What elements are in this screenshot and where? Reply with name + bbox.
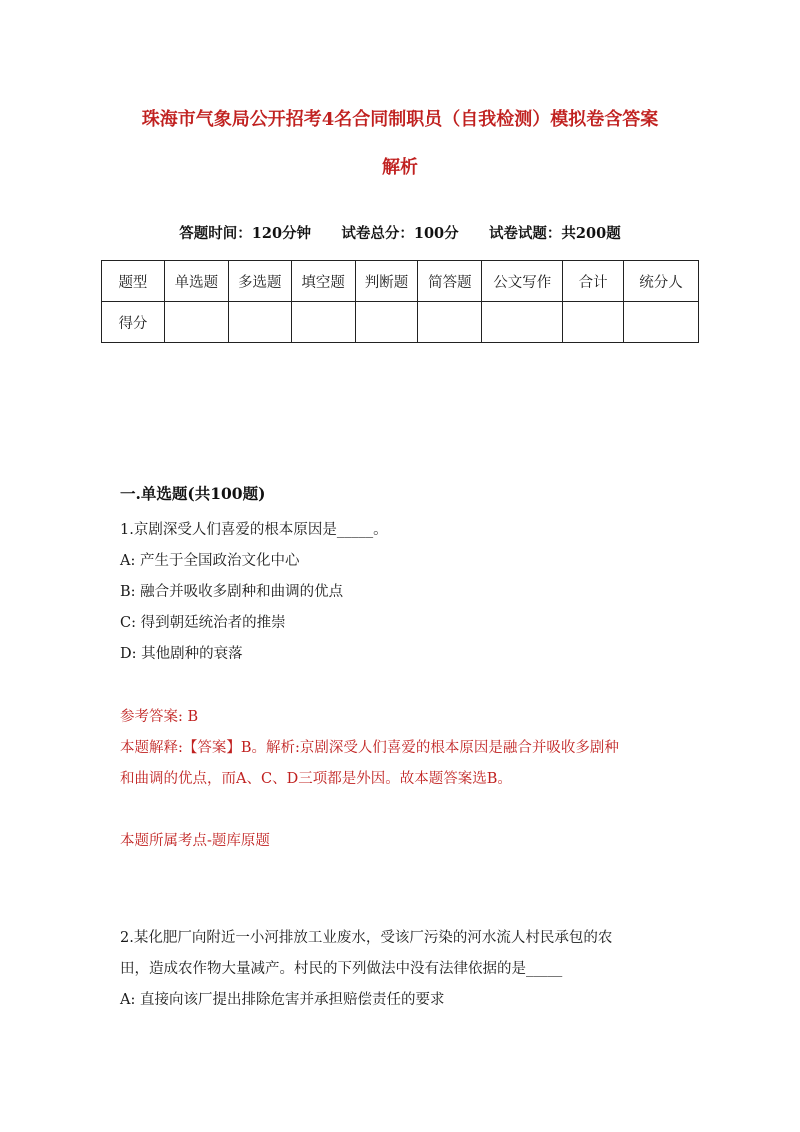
reference-answer: 参考答案: B: [120, 709, 199, 725]
score-cell: [482, 302, 563, 343]
score-cell: [418, 302, 482, 343]
score-table-header-row: [102, 261, 699, 302]
score-table-header: 简答题: [418, 261, 482, 302]
score-table-header: 公文写作: [482, 261, 563, 302]
explanation-line: 本题解释:【答案】B。解析:京剧深受人们喜爱的根本原因是融合并吸收多剧种: [120, 740, 619, 756]
score-table-score-row: [102, 302, 699, 343]
score-cell: [563, 302, 624, 343]
score-table-header: 统分人: [624, 261, 699, 302]
score-table-header: 合计: [563, 261, 624, 302]
option-b: B: 融合并吸收多剧种和曲调的优点: [120, 584, 344, 600]
explanation-line: 和曲调的优点，而A、C、D三项都是外因。故本题答案选B。: [120, 771, 512, 787]
title-line-1: 珠海市气象局公开招考4名合同制职员（自我检测）模拟卷含答案: [141, 109, 659, 130]
answer-block-1: [120, 702, 695, 795]
score-cell: [228, 302, 291, 343]
score-cell: [164, 302, 228, 343]
document-title: [80, 96, 720, 192]
exam-total-score: 试卷总分：100分: [341, 225, 459, 242]
score-cell: [624, 302, 699, 343]
score-table: [101, 260, 699, 343]
score-cell: [291, 302, 355, 343]
option-a: A: 直接向该厂提出排除危害并承担赔偿责任的要求: [120, 992, 445, 1008]
section-heading: 一.单选题(共100题): [120, 484, 266, 503]
question-1: [120, 515, 695, 670]
question-source: 本题所属考点-题库原题: [120, 833, 270, 849]
title-line-2: 解析: [382, 157, 418, 178]
option-d: D: 其他剧种的衰落: [120, 646, 243, 662]
score-table-header: 题型: [102, 261, 165, 302]
score-row-label: 得分: [102, 302, 165, 343]
exam-question-count: 试卷试题：共200题: [488, 225, 621, 242]
question-stem: 2.某化肥厂向附近一小河排放工业废水，受该厂污染的河水流人村民承包的农: [120, 930, 613, 946]
score-table-header: 判断题: [355, 261, 418, 302]
score-table-header: 填空题: [291, 261, 355, 302]
option-c: C: 得到朝廷统治者的推崇: [120, 615, 286, 631]
question-stem: 1.京剧深受人们喜爱的根本原因是_____。: [120, 522, 388, 538]
exam-meta: [0, 222, 800, 243]
question-2: [120, 923, 695, 1016]
exam-time: 答题时间：120分钟: [179, 225, 312, 242]
score-table-header: 单选题: [164, 261, 228, 302]
option-a: A: 产生于全国政治文化中心: [120, 553, 300, 569]
score-table-header: 多选题: [228, 261, 291, 302]
question-stem: 田，造成农作物大量减产。村民的下列做法中没有法律依据的是_____: [120, 961, 563, 977]
score-cell: [355, 302, 418, 343]
